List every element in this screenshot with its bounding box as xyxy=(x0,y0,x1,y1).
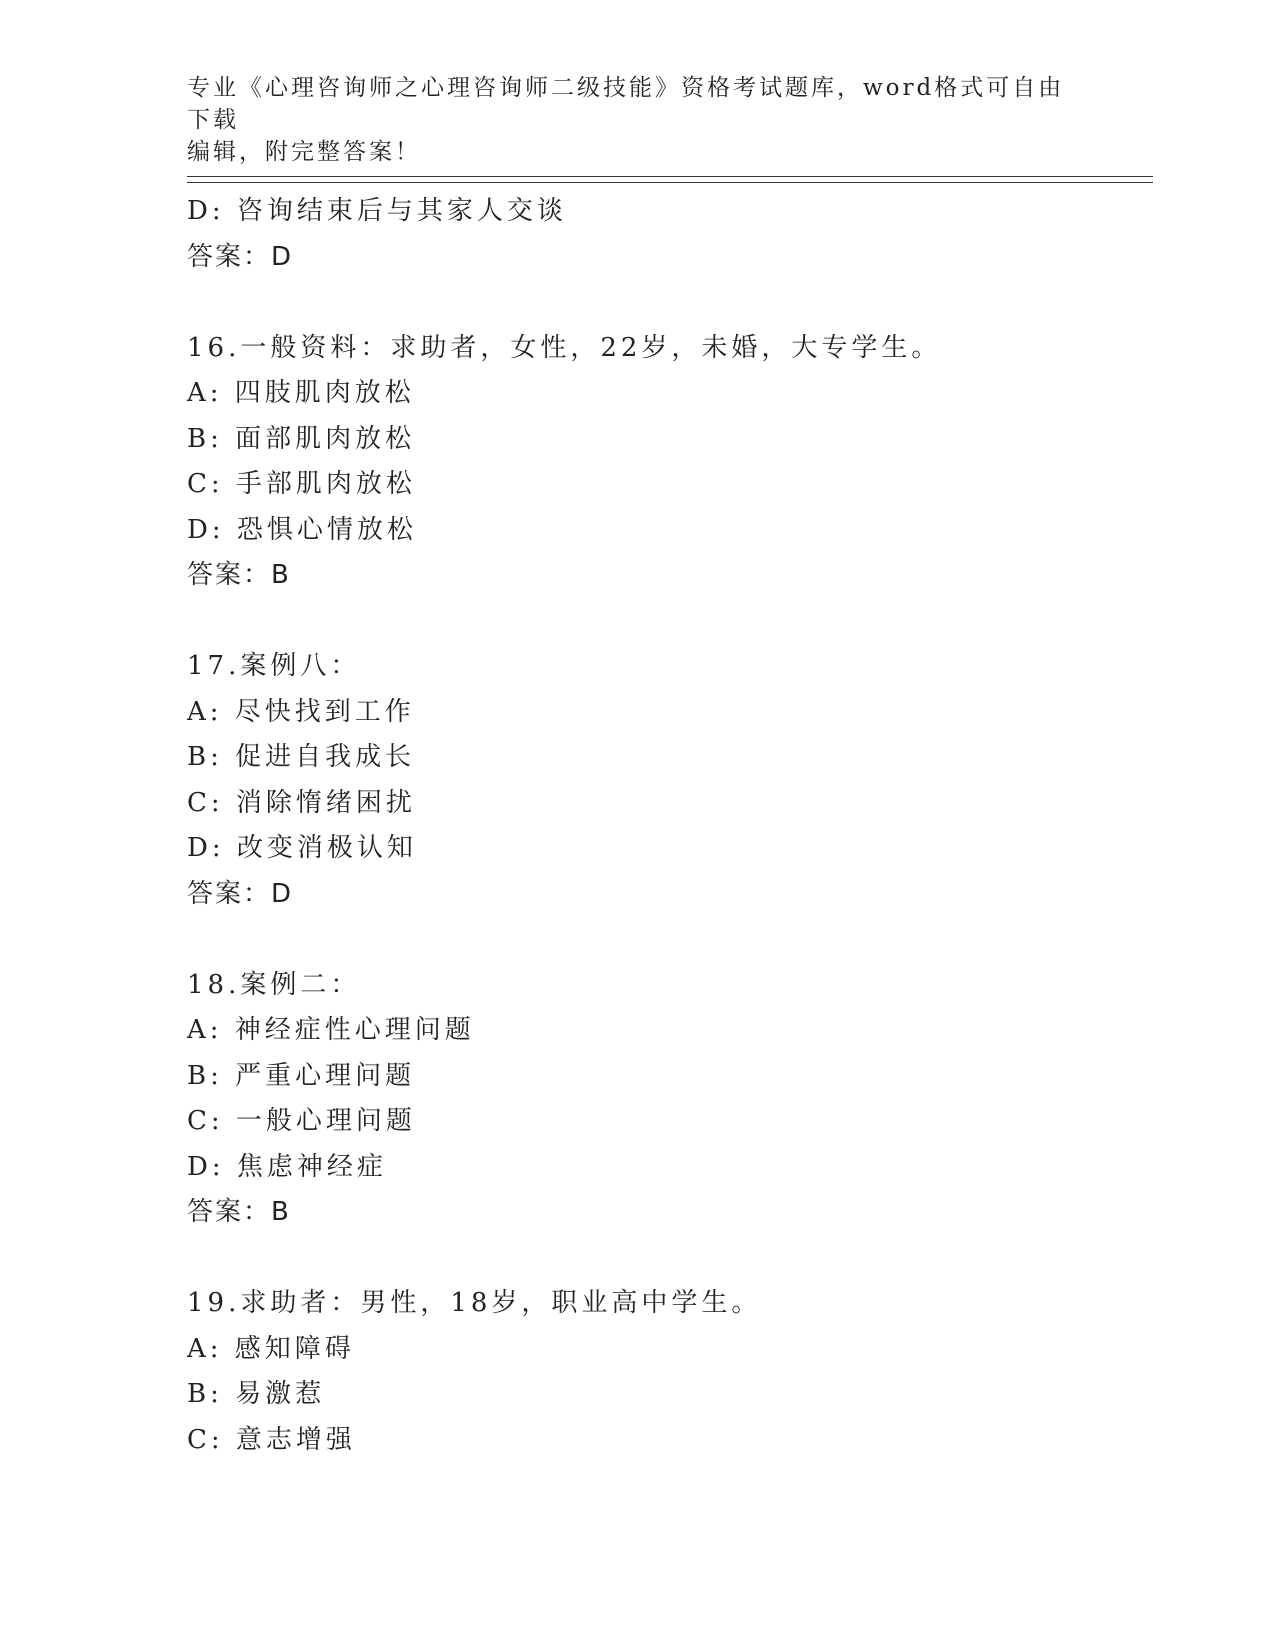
question-stem-16: 16.一般资料：求助者，女性，22岁，未婚，大专学生。 xyxy=(187,332,942,363)
option-c: C: 意志增强 xyxy=(187,1424,356,1455)
question-list xyxy=(187,189,1153,1463)
question-stem-19: 19.求助者：男性，18岁，职业高中学生。 xyxy=(187,1288,762,1318)
option-b: B: 面部肌肉放松 xyxy=(187,423,416,454)
option-a: A: 尽快找到工作 xyxy=(187,696,415,727)
question-stem-17: 17.案例八： xyxy=(187,651,361,681)
option-a: A: 神经症性心理问题 xyxy=(187,1015,475,1045)
spacer xyxy=(187,917,1153,963)
option-a: A: 感知障碍 xyxy=(187,1333,355,1364)
answer-line: 答案：B xyxy=(187,1197,291,1227)
option-c: C: 消除惰绪困扰 xyxy=(187,787,416,818)
spacer xyxy=(187,280,1153,326)
option-b: B: 严重心理问题 xyxy=(187,1060,416,1091)
answer-line: 答案：B xyxy=(187,560,291,590)
option-d: D: 焦虑神经症 xyxy=(187,1151,387,1182)
option-c: C: 一般心理问题 xyxy=(187,1106,416,1136)
option-d: D: 咨询结束后与其家人交谈 xyxy=(187,196,567,226)
option-b: B: 易激惹 xyxy=(187,1379,326,1409)
option-d: D: 恐惧心情放松 xyxy=(187,514,417,545)
header-divider-top xyxy=(187,176,1153,177)
question-stem-18: 18.案例二： xyxy=(187,969,361,1000)
answer-line: 答案：D xyxy=(187,878,294,909)
spacer xyxy=(187,1236,1153,1282)
option-c: C: 手部肌肉放松 xyxy=(187,469,416,499)
spacer xyxy=(187,599,1153,645)
header-line-2: 编辑，附完整答案！ xyxy=(187,139,421,165)
option-b: B: 促进自我成长 xyxy=(187,742,416,772)
answer-line: 答案：D xyxy=(187,241,294,272)
header-divider-bottom xyxy=(187,182,1153,183)
document-header xyxy=(187,72,1087,168)
option-a: A: 四肢肌肉放松 xyxy=(187,378,415,408)
header-line-1: 专业《心理咨询师之心理咨询师二级技能》资格考试题库，word格式可自由下载 xyxy=(187,75,1065,133)
option-d: D: 改变消极认知 xyxy=(187,833,417,863)
